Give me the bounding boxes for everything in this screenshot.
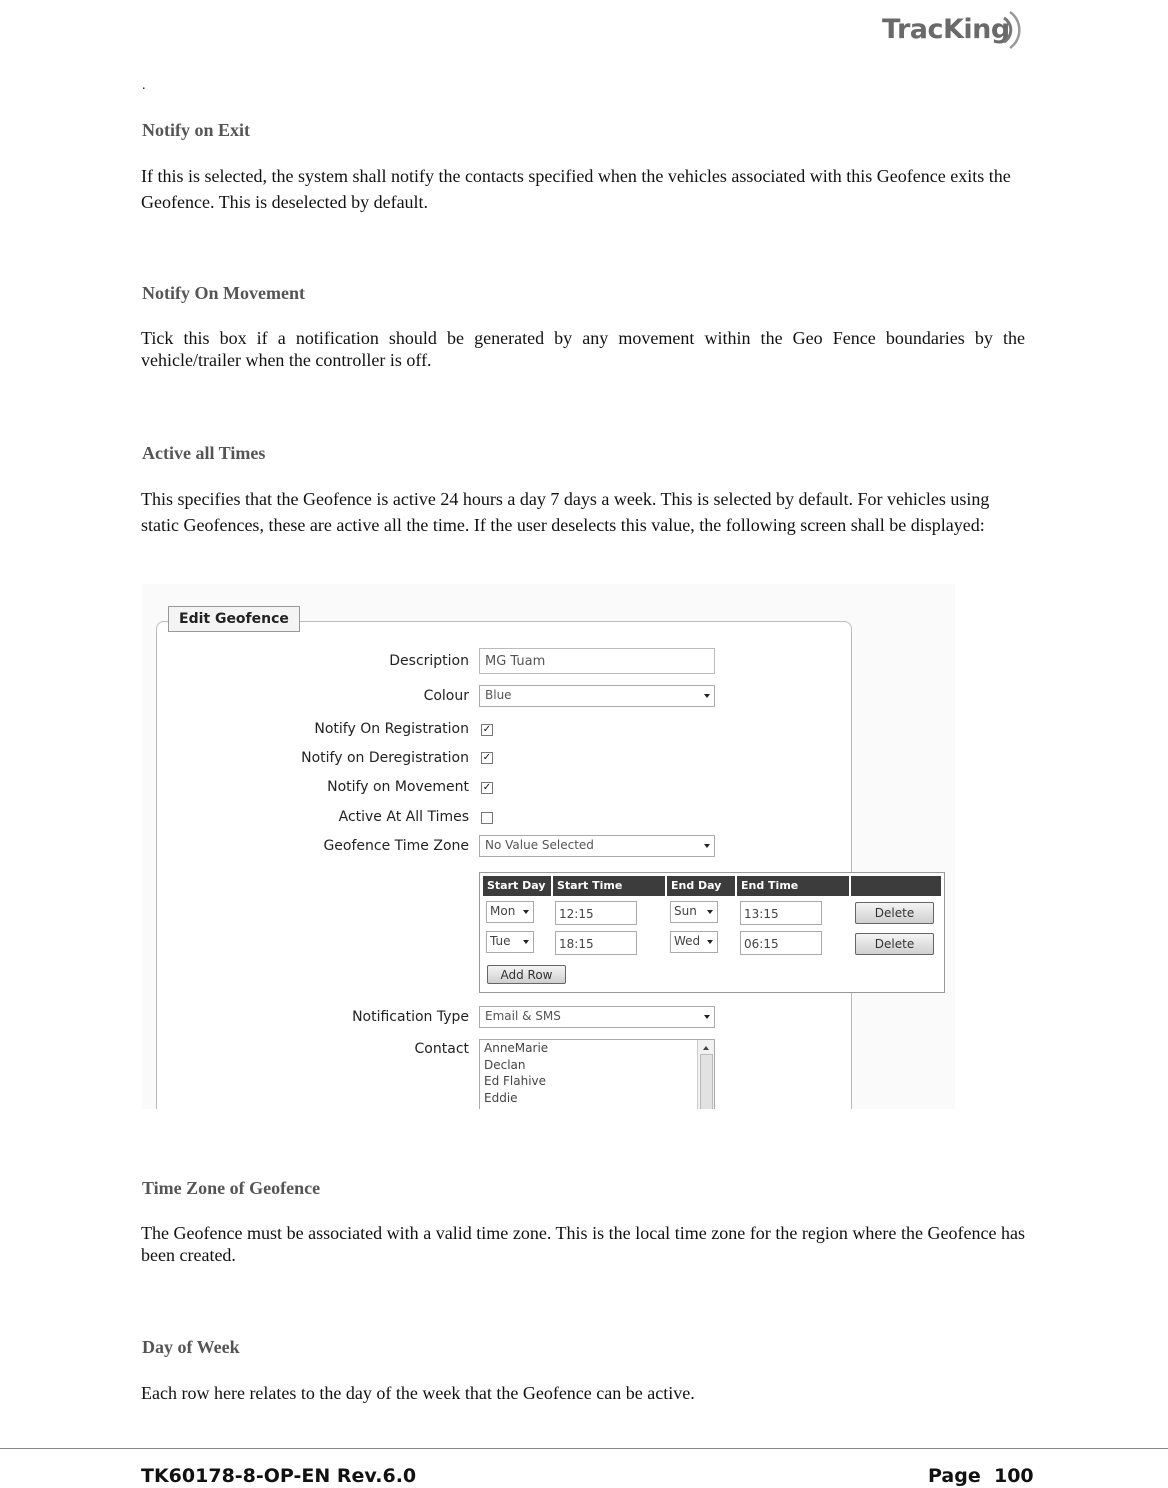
heading-notify-exit: Notify on Exit	[142, 120, 250, 140]
contact-option[interactable]: Ed Flahive	[484, 1074, 547, 1088]
contact-listbox[interactable]	[479, 1039, 715, 1109]
para-notify-exit: If this is selected, the system shall notify the contacts specified when the vehicles associated with this Geofence exits the Geofence. This is deselected by default.	[141, 166, 1011, 212]
logo-text: TracKing	[882, 14, 1010, 45]
notify-movement-checkbox[interactable]: ✓	[482, 782, 492, 793]
colour-value: Blue	[485, 688, 512, 702]
contact-label: Contact	[414, 1041, 469, 1057]
row1-start-day-select[interactable]	[486, 901, 534, 923]
notify-movement-label: Notify on Movement	[327, 779, 469, 795]
chevron-down-icon	[704, 694, 710, 698]
schedule-grid	[479, 872, 945, 993]
row2-start-day-value: Tue	[490, 934, 511, 948]
notify-registration-checkbox[interactable]: ✓	[482, 724, 492, 735]
time-zone-value: No Value Selected	[485, 838, 594, 852]
para-day-of-week: Each row here relates to the day of the week that the Geofence can be active.	[141, 1383, 695, 1403]
chevron-down-icon	[523, 910, 529, 914]
page-number-value: 100	[993, 1465, 1034, 1487]
row1-start-day-value: Mon	[490, 904, 516, 918]
page-number	[928, 1465, 1034, 1487]
row2-end-day-value: Wed	[674, 934, 701, 948]
row2-start-time-input[interactable]: 18:15	[555, 931, 637, 955]
col-end-day: End Day	[667, 876, 735, 896]
chevron-down-icon	[704, 1015, 710, 1019]
description-label: Description	[389, 653, 469, 669]
contact-option[interactable]: Eddie	[484, 1090, 518, 1105]
description-input[interactable]: MG Tuam	[479, 648, 715, 674]
chevron-down-icon	[707, 910, 713, 914]
para-notify-movement: Tick this box if a notification should be generated by any movement within the Geo Fence boundaries by the vehicle/trailer when the controller is off.	[141, 328, 1025, 370]
row2-delete-button[interactable]: Delete	[855, 933, 934, 955]
col-end-time: End Time	[737, 876, 849, 896]
scroll-up-icon	[698, 1042, 714, 1054]
row2-end-time-input[interactable]: 06:15	[740, 931, 822, 955]
contact-option[interactable]: Declan	[484, 1057, 526, 1072]
stray-dot: .	[142, 78, 146, 93]
row1-end-day-select[interactable]	[670, 901, 718, 923]
para-time-zone: The Geofence must be associated with a valid time zone. This is the local time zone for the region where the Geofence has been created.	[141, 1223, 1025, 1265]
heading-time-zone: Time Zone of Geofence	[142, 1178, 321, 1198]
chevron-down-icon	[704, 844, 710, 848]
row1-end-time-input[interactable]: 13:15	[740, 901, 822, 925]
edit-geofence-screenshot	[142, 584, 955, 1109]
colour-label: Colour	[423, 688, 469, 704]
row2-end-day-select[interactable]	[670, 931, 718, 953]
scroll-thumb[interactable]	[700, 1054, 713, 1109]
notify-deregistration-label: Notify on Deregistration	[301, 750, 469, 766]
edit-geofence-legend: Edit Geofence	[168, 606, 300, 632]
active-all-times-checkbox[interactable]	[481, 812, 493, 824]
notification-type-select[interactable]	[479, 1006, 715, 1028]
tracking-logo	[882, 8, 1032, 52]
notify-deregistration-checkbox[interactable]: ✓	[482, 752, 492, 763]
chevron-down-icon	[523, 940, 529, 944]
active-all-times-label: Active At All Times	[338, 809, 469, 825]
notification-type-label: Notification Type	[352, 1009, 469, 1025]
row1-delete-button[interactable]: Delete	[855, 902, 934, 924]
heading-active-all-times: Active all Times	[142, 443, 266, 463]
col-actions	[851, 876, 941, 896]
time-zone-label: Geofence Time Zone	[323, 838, 469, 854]
time-zone-select[interactable]	[479, 835, 715, 857]
add-row-button[interactable]: Add Row	[487, 965, 566, 984]
colour-select[interactable]	[479, 685, 715, 707]
footer-divider	[0, 1448, 1168, 1449]
notify-registration-label: Notify On Registration	[314, 721, 469, 737]
col-start-time: Start Time	[553, 876, 665, 896]
contact-option[interactable]: AnneMarie	[484, 1041, 549, 1055]
heading-notify-movement: Notify On Movement	[142, 283, 305, 303]
chevron-down-icon	[707, 940, 713, 944]
row1-start-time-input[interactable]: 12:15	[555, 901, 637, 925]
notification-type-value: Email & SMS	[485, 1009, 561, 1023]
row2-start-day-select[interactable]	[486, 931, 534, 953]
signal-arcs-icon	[1000, 8, 1026, 52]
col-start-day: Start Day	[483, 876, 551, 896]
para-active-all-times: This specifies that the Geofence is active 24 hours a day 7 days a week. This is selected by default. For vehicles using static Geofences, these are active all the time. If the user deselects this value, the following screen shall be displayed:	[141, 489, 990, 535]
row1-end-day-value: Sun	[674, 904, 697, 918]
heading-day-of-week: Day of Week	[142, 1337, 240, 1357]
page-label: Page	[928, 1465, 981, 1487]
doc-reference: TK60178-8-OP-EN Rev.6.0	[141, 1465, 417, 1487]
contact-scrollbar[interactable]	[697, 1040, 714, 1109]
